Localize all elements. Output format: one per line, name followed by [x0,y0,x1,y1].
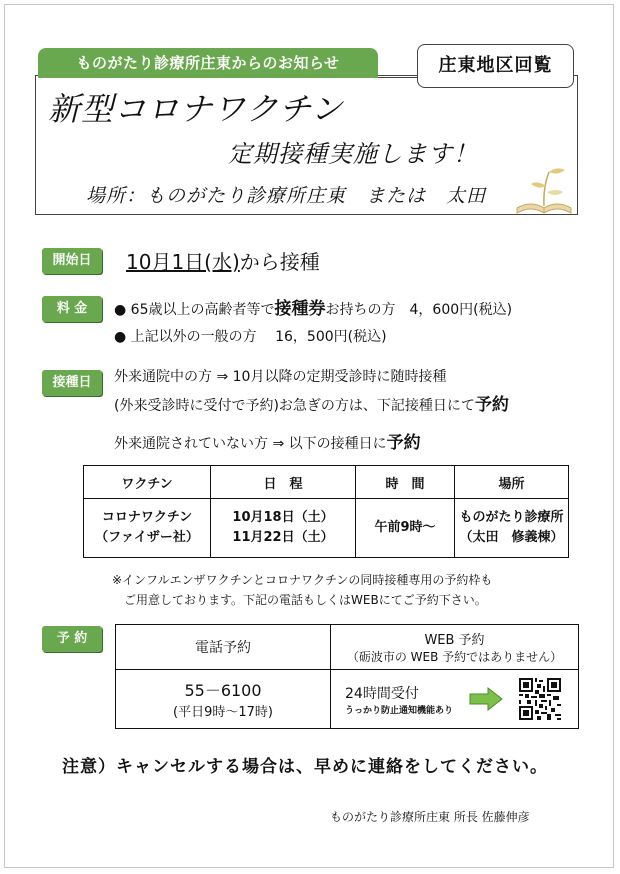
subheadline: 定期接種実施します！ [228,140,478,168]
schedule-place-cell [455,499,569,558]
date-2: 11月22日（土） [232,530,334,545]
vaccination-line-2 [114,390,509,415]
schedule-header-time: 時 間 [356,466,455,499]
start-date-label: 開始日 [42,248,102,274]
vaccination-line-3-emph: 予約 [386,433,421,453]
start-date-suffix: から接種 [239,250,320,274]
vaccination-line-1: 外来通院中の方 ⇒ 10月以降の定期受診時に随時接種 [114,369,447,385]
vaccine-maker: （ファイザー社） [95,530,199,545]
qr-code-icon[interactable] [519,678,561,720]
fee-senior-pre: 65歳以上の高齢者等で [130,302,275,318]
note-line-2: ご用意しております。下記の電話もしくはWEBにてご予約下さい。 [124,593,487,607]
schedule-vaccine-cell [84,499,211,558]
reservation-label: 予 約 [42,626,102,652]
fee-line-general [114,326,387,346]
vaccination-line-2-emph: 予約 [474,395,509,415]
fee-senior-post: お持ちの方 4，600円(税込) [325,302,513,318]
schedule-header-date: 日 程 [211,466,356,499]
phone-number: 55－6100 [184,681,262,700]
web-hours: 24時間受付 [345,685,419,702]
web-header-note: （砺波市の WEB 予約ではありません） [346,650,563,664]
web-header-title: WEB 予約 [424,633,485,648]
place-building: （太田 修義棟） [459,530,564,545]
reservation-detail-row [116,670,579,729]
date-1: 10月18日（土） [232,510,334,525]
schedule-table [83,465,569,558]
web-note: うっかり防止通知機能あり [345,705,454,716]
fee-label: 料 金 [42,296,102,322]
place-name: ものがたり診療所 [459,510,564,525]
note-line-1: ※インフルエンザワクチンとコロナワクチンの同時接種専用の予約枠も [112,573,493,587]
schedule-header-vaccine: ワクチン [84,466,211,499]
web-detail-cell [331,670,579,729]
vaccination-line-3-pre: 外来通院されていない方 ⇒ 以下の接種日に [114,436,387,452]
headline: 新型コロナワクチン [48,90,344,128]
fee-senior-emph: 接種券 [274,299,326,319]
clinic-notice-tab: ものがたり診療所庄東からのお知らせ [38,48,378,78]
reservation-table [115,624,579,729]
reservation-header-row [116,625,579,670]
table-row [84,499,569,558]
arrow-right-icon [468,686,504,712]
start-date-text [126,246,320,275]
phone-detail-cell [116,670,331,729]
tab-connector-line [378,77,418,78]
web-reservation-header [331,625,579,670]
fee-general-text: 上記以外の一般の方 16，500円(税込) [130,329,387,345]
web-detail-content [345,678,577,720]
vaccine-name: コロナワクチン [101,510,193,525]
phone-hours: (平日9時～17時) [173,705,273,720]
signature: ものがたり診療所庄東 所長 佐藤伸彦 [330,810,530,824]
open-book-icon [513,158,575,220]
place-line: 場所：ものがたり診療所庄東 または 太田 [86,185,487,207]
bullet-icon: ● [114,329,127,345]
schedule-header-place: 場所 [455,466,569,499]
fee-line-senior [114,294,512,319]
bullet-icon: ● [114,302,127,318]
schedule-date-cell [211,499,356,558]
phone-reservation-header: 電話予約 [116,625,331,670]
vaccination-day-label: 接種日 [42,370,102,396]
start-date-value: 10月1日(水) [126,250,240,274]
cancellation-notice: 注意）キャンセルする場合は、早めに連絡をしてください。 [62,757,548,777]
vaccination-line-3 [114,428,421,453]
schedule-time-cell: 午前9時～ [356,499,455,558]
vaccination-line-2-pre: (外来受診時に受付で予約)お急ぎの方は、下記接種日にて [114,398,475,414]
circulation-badge: 庄東地区回覧 [417,44,574,88]
web-detail-text [345,683,453,716]
schedule-header-row [84,466,569,499]
